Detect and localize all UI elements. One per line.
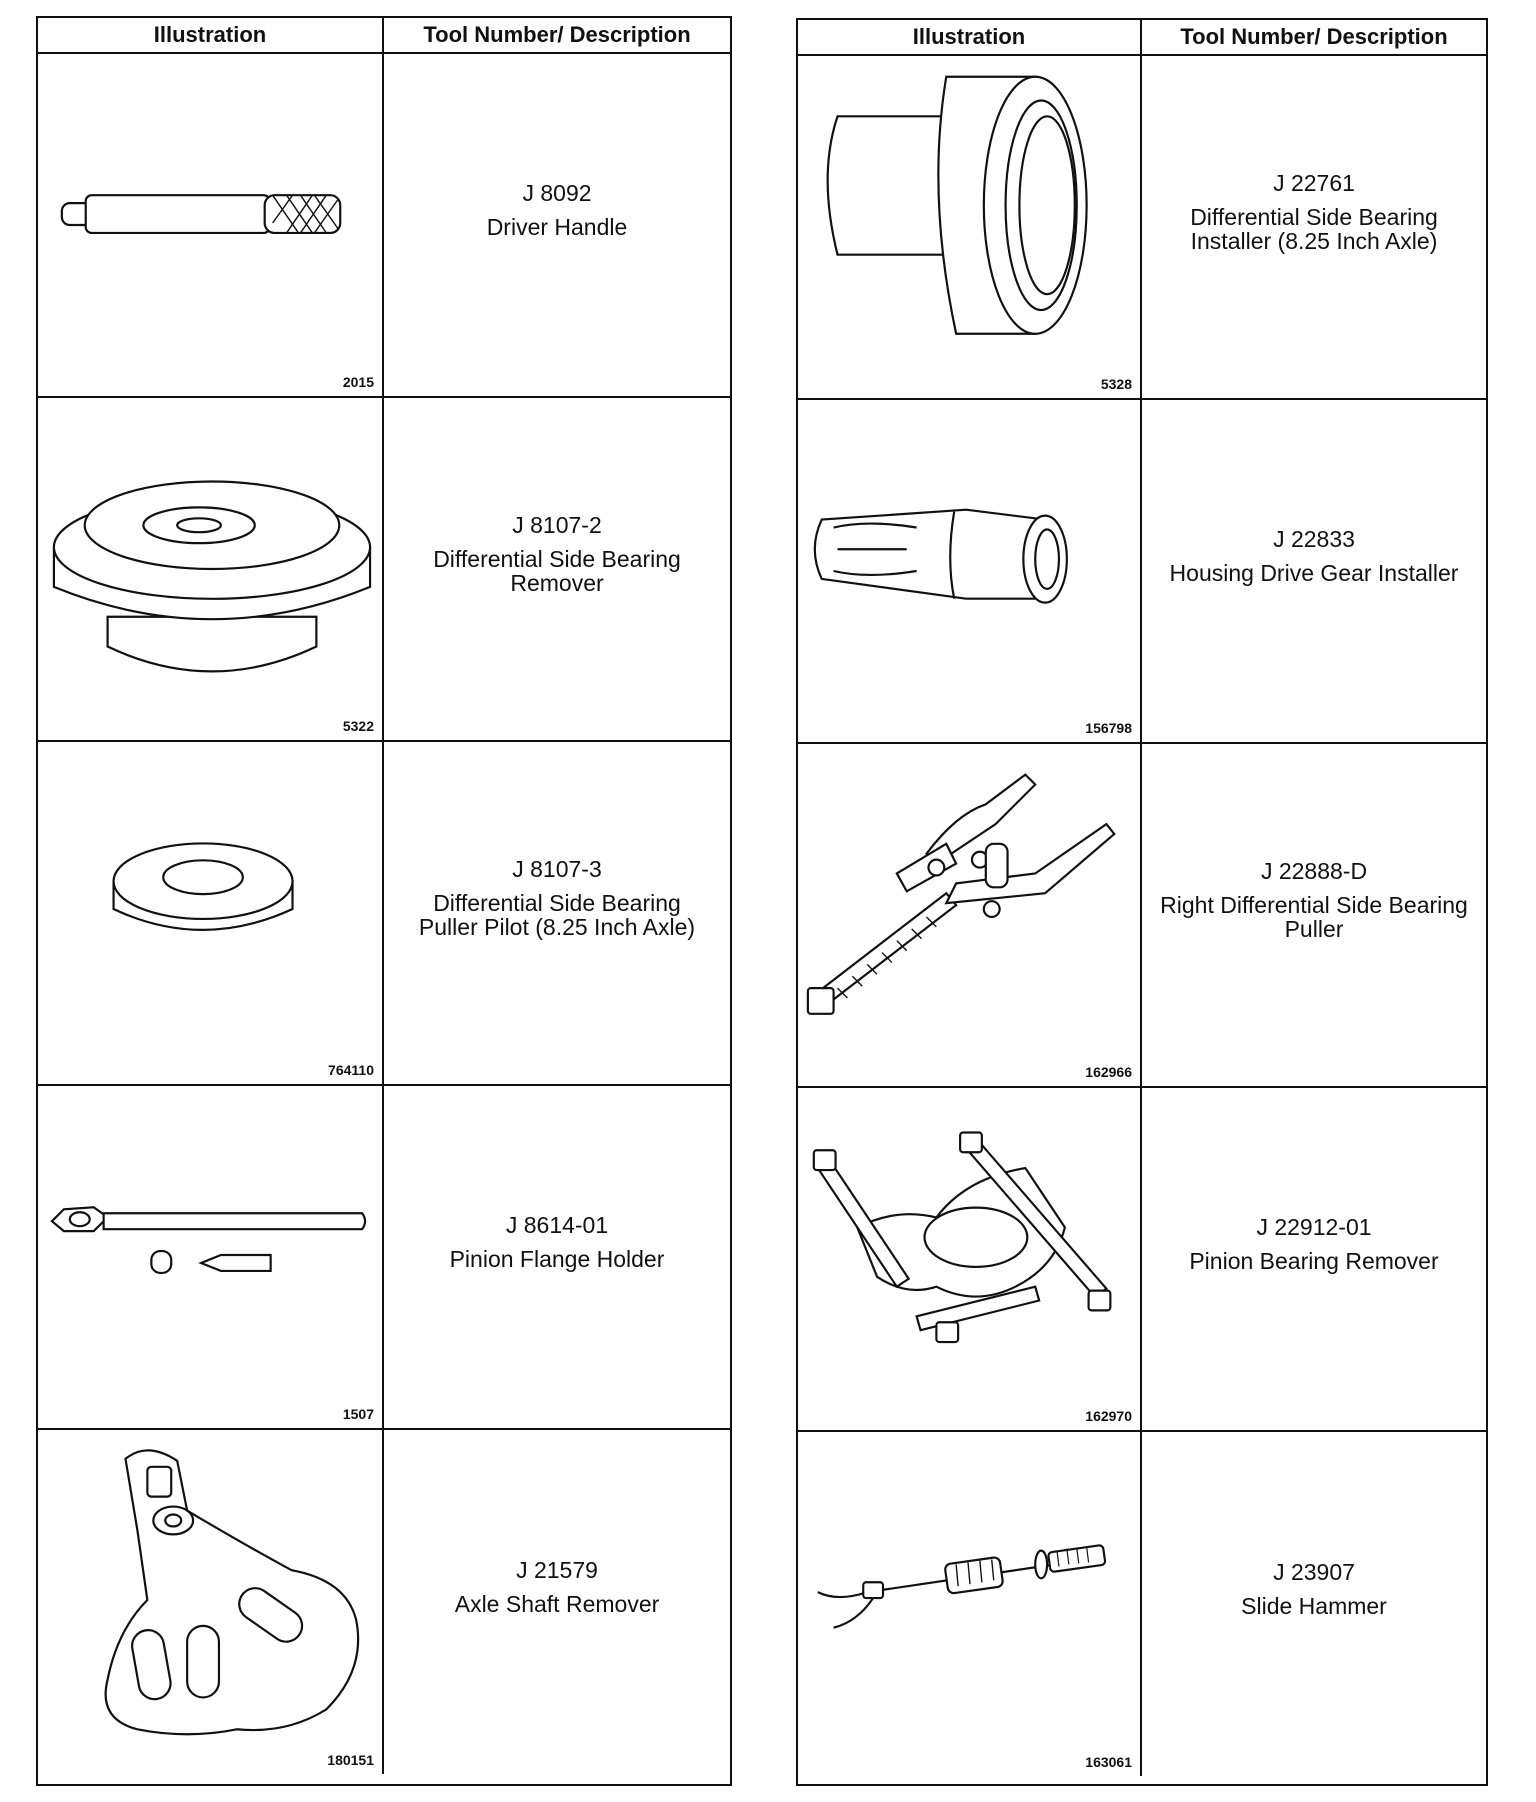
- table-row: [798, 400, 1486, 744]
- tool-description: Driver Handle: [486, 214, 628, 240]
- tool-description: Pinion Flange Holder: [449, 1246, 665, 1272]
- tool-number: J 8107-2: [512, 512, 602, 538]
- tool-description-cell: [1142, 400, 1486, 742]
- tool-description: Housing Drive Gear Installer: [1169, 560, 1459, 586]
- tool-description-cell: [384, 398, 730, 740]
- tool-header: Tool Number/ Description: [1180, 24, 1448, 49]
- tool-number: J 8092: [522, 180, 592, 206]
- tool-number: J 22888-D: [1260, 858, 1368, 884]
- tool-description-cell: [1142, 1432, 1486, 1776]
- puller-pilot-icon: [38, 742, 382, 1084]
- tool-description-cell: [1142, 1088, 1486, 1430]
- table-row: [38, 54, 730, 398]
- pinion-bearing-remover-icon: [798, 1088, 1140, 1430]
- figure-number: 180151: [327, 1752, 374, 1768]
- tool-description-cell: [384, 742, 730, 1084]
- illustration-header: Illustration: [38, 18, 384, 52]
- flange-holder-icon: [38, 1086, 382, 1428]
- tool-description: Slide Hammer: [1241, 1593, 1387, 1619]
- illustration-cell: [798, 744, 1142, 1086]
- tool-description-cell: [384, 1086, 730, 1428]
- table-header: [798, 20, 1486, 56]
- table-row: [38, 742, 730, 1086]
- gear-installer-icon: [798, 400, 1140, 742]
- table-row: [798, 1088, 1486, 1432]
- tool-number: J 8107-3: [512, 856, 602, 882]
- tool-description: Differential Side Bearing Remover: [433, 546, 681, 596]
- table-row: [38, 398, 730, 742]
- tool-number: J 8614-01: [505, 1212, 609, 1238]
- tool-number: J 22833: [1273, 526, 1355, 552]
- tool-description: Differential Side Bearing Installer (8.25 Inch Axle): [1190, 204, 1438, 254]
- illustration-cell: [38, 1086, 384, 1428]
- table-row: [38, 1430, 730, 1774]
- tool-header: Tool Number/ Description: [423, 22, 691, 47]
- tool-description: Axle Shaft Remover: [454, 1591, 660, 1617]
- tool-description: Pinion Bearing Remover: [1189, 1248, 1439, 1274]
- tool-description-cell: [1142, 744, 1486, 1086]
- illustration-cell: [798, 1432, 1142, 1776]
- tool-number: J 21579: [516, 1557, 598, 1583]
- figure-number: 2015: [342, 374, 374, 390]
- slide-hammer-icon: [798, 1432, 1140, 1776]
- illustration-cell: [798, 56, 1142, 398]
- figure-number: 1507: [342, 1406, 374, 1422]
- driver-handle-icon: [38, 54, 382, 396]
- axle-shaft-remover-icon: [38, 1430, 382, 1774]
- table-row: [38, 1086, 730, 1430]
- illustration-cell: [38, 398, 384, 740]
- illustration-cell: [798, 1088, 1142, 1430]
- tool-description-cell: [384, 54, 730, 396]
- figure-number: 162966: [1085, 1064, 1132, 1080]
- table-row: [798, 56, 1486, 400]
- tool-description-cell: [1142, 56, 1486, 398]
- tool-description: Differential Side Bearing Puller Pilot (8.25 Inch Axle): [418, 890, 696, 940]
- illustration-cell: [38, 1430, 384, 1774]
- table-header: [38, 18, 730, 54]
- figure-number: 764110: [328, 1062, 374, 1078]
- tool-table-right: [796, 18, 1488, 1786]
- figure-number: 163061: [1085, 1754, 1132, 1770]
- tool-number: J 22761: [1273, 170, 1355, 196]
- bearing-remover-icon: [38, 398, 382, 740]
- illustration-header: Illustration: [798, 20, 1142, 54]
- figure-number: 156798: [1085, 720, 1132, 736]
- table-row: [798, 1432, 1486, 1776]
- tool-description-cell: [384, 1430, 730, 1774]
- figure-number: 5322: [342, 718, 374, 734]
- tool-table-left: [36, 16, 732, 1786]
- figure-number: 5328: [1100, 376, 1132, 392]
- bearing-installer-icon: [798, 56, 1140, 398]
- tool-description: Right Differential Side Bearing Puller: [1160, 892, 1468, 942]
- tool-number: J 23907: [1273, 1559, 1355, 1585]
- bearing-puller-icon: [798, 744, 1140, 1086]
- illustration-cell: [798, 400, 1142, 742]
- figure-number: 162970: [1085, 1408, 1132, 1424]
- illustration-cell: [38, 54, 384, 396]
- tool-number: J 22912-01: [1256, 1214, 1372, 1240]
- illustration-cell: [38, 742, 384, 1084]
- table-row: [798, 744, 1486, 1088]
